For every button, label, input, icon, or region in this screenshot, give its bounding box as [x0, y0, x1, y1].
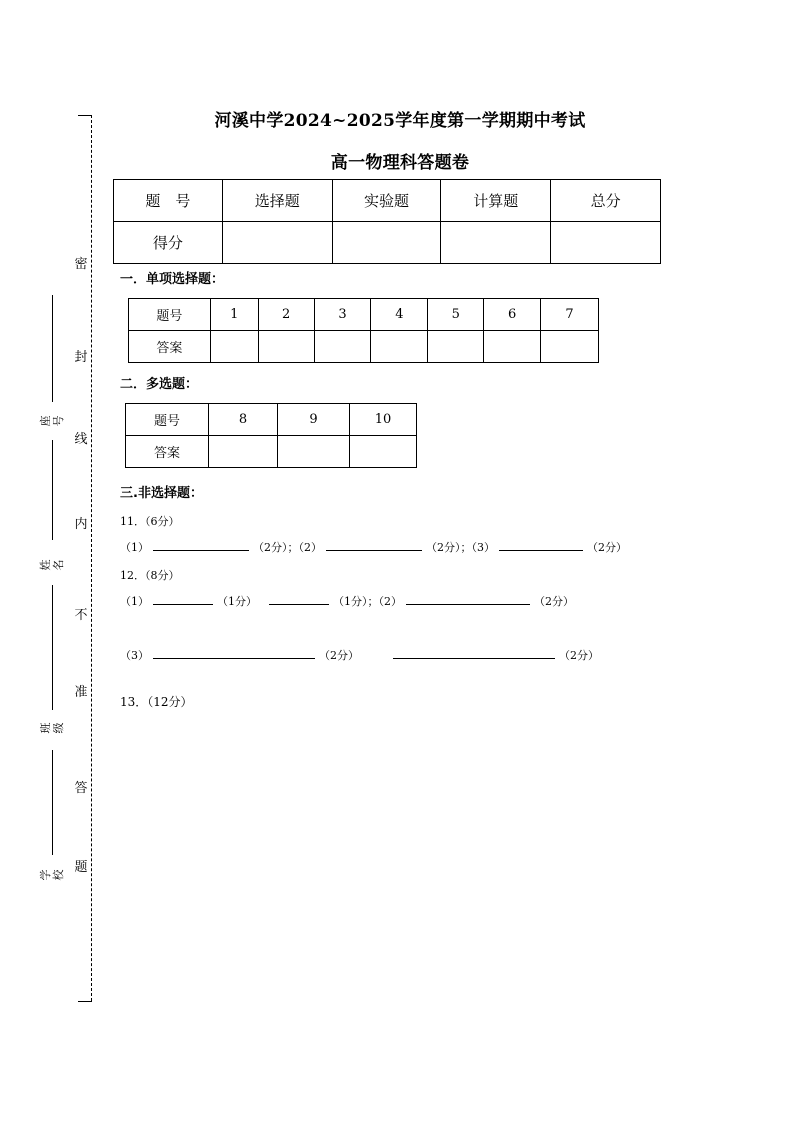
score-table — [113, 179, 661, 264]
score-table-header-row — [114, 180, 661, 222]
score-cell-calculation[interactable] — [441, 222, 551, 264]
question-number-6: 6 — [484, 299, 541, 331]
header-experiment: 实验题 — [332, 180, 441, 222]
seal-char-da: 答 — [74, 781, 88, 796]
q11-blank-1[interactable] — [153, 540, 249, 551]
seat-number-label: 座号 — [39, 415, 65, 427]
q12-score-1: （1分） — [217, 595, 257, 608]
section-multi-choice-title: 二．多选题： — [120, 377, 199, 392]
seal-char-feng: 封 — [74, 350, 88, 365]
class-line — [52, 585, 53, 710]
header-calculation: 计算题 — [441, 180, 551, 222]
class-label: 班级 — [39, 722, 65, 734]
question-number-2: 2 — [258, 299, 314, 331]
single-choice-header-label: 题号 — [129, 299, 211, 331]
q12-score-5: （2分） — [559, 649, 599, 662]
single-choice-answer-row — [129, 331, 599, 363]
binding-dashed-line — [91, 115, 92, 1001]
section-non-choice-title: 三.非选择题： — [120, 486, 203, 501]
q11-answer-line — [120, 539, 627, 555]
multi-choice-answer-row — [126, 436, 417, 468]
q11-score-2: （2分）；（3） — [426, 541, 495, 554]
answer-cell-7[interactable] — [541, 331, 599, 363]
q12-blank-3[interactable] — [406, 594, 530, 605]
seal-char-ti: 题 — [74, 860, 88, 875]
score-row-label: 得分 — [114, 222, 223, 264]
q12-answer-line-2 — [120, 647, 599, 663]
score-cell-total[interactable] — [551, 222, 661, 264]
section-single-choice-title: 一．单项选择题： — [120, 272, 225, 287]
question-number-1: 1 — [210, 299, 258, 331]
single-choice-number-row — [129, 299, 599, 331]
answer-cell-3[interactable] — [314, 331, 371, 363]
name-line — [52, 440, 53, 540]
q12-blank-1[interactable] — [153, 594, 213, 605]
binding-top-tick — [78, 115, 92, 116]
multi-choice-header-label: 题号 — [126, 404, 209, 436]
header-multiple-choice: 选择题 — [222, 180, 332, 222]
question-number-4: 4 — [371, 299, 428, 331]
header-question-number: 题 号 — [114, 180, 223, 222]
question-number-3: 3 — [314, 299, 371, 331]
seal-char-mi: 密 — [74, 257, 88, 272]
single-choice-answer-table — [128, 298, 599, 363]
name-label: 姓名 — [39, 559, 65, 571]
exam-title: 河溪中学2024~2025学年度第一学期期中考试 — [214, 111, 586, 131]
question-number-5: 5 — [428, 299, 484, 331]
q12-heading: 12．（8分） — [120, 569, 180, 582]
question-number-10: 10 — [350, 404, 417, 436]
seal-char-nei: 内 — [74, 517, 88, 532]
answer-cell-5[interactable] — [428, 331, 484, 363]
seal-char-xian: 线 — [74, 432, 88, 447]
q13-heading: 13．（12分） — [120, 695, 193, 709]
school-label: 学校 — [39, 869, 65, 881]
q12-score-2: （1分）；（2） — [333, 595, 402, 608]
q12-blank-5[interactable] — [393, 648, 555, 659]
q11-blank-3[interactable] — [499, 540, 583, 551]
score-table-score-row — [114, 222, 661, 264]
q12-part3-label: （3） — [120, 649, 149, 662]
q12-blank-2[interactable] — [269, 594, 329, 605]
answer-cell-4[interactable] — [371, 331, 428, 363]
q12-score-4: （2分） — [319, 649, 359, 662]
header-total: 总分 — [551, 180, 661, 222]
seal-char-bu: 不 — [74, 608, 88, 623]
q12-blank-4[interactable] — [153, 648, 315, 659]
single-choice-answer-label: 答案 — [129, 331, 211, 363]
q11-heading: 11．（6分） — [120, 515, 180, 528]
answer-cell-6[interactable] — [484, 331, 541, 363]
multi-choice-number-row — [126, 404, 417, 436]
seat-number-line — [52, 295, 53, 402]
binding-bottom-tick — [78, 1001, 92, 1002]
q11-score-1: （2分）；（2） — [253, 541, 322, 554]
multi-choice-answer-label: 答案 — [126, 436, 209, 468]
answer-cell-9[interactable] — [278, 436, 350, 468]
q11-score-3: （2分） — [587, 541, 627, 554]
question-number-7: 7 — [541, 299, 599, 331]
answer-cell-8[interactable] — [209, 436, 278, 468]
q12-score-3: （2分） — [534, 595, 574, 608]
answer-cell-10[interactable] — [350, 436, 417, 468]
q12-answer-line-1 — [120, 593, 574, 609]
score-cell-experiment[interactable] — [332, 222, 441, 264]
school-line — [52, 750, 53, 855]
q11-blank-2[interactable] — [326, 540, 422, 551]
q12-part1-label: （1） — [120, 595, 149, 608]
q11-part1-label: （1） — [120, 541, 149, 554]
question-number-8: 8 — [209, 404, 278, 436]
score-cell-choice[interactable] — [222, 222, 332, 264]
seal-char-zhun: 准 — [74, 685, 88, 700]
question-number-9: 9 — [278, 404, 350, 436]
answer-cell-1[interactable] — [210, 331, 258, 363]
answer-cell-2[interactable] — [258, 331, 314, 363]
multi-choice-answer-table — [125, 403, 417, 468]
exam-subtitle: 高一物理科答题卷 — [330, 153, 470, 173]
